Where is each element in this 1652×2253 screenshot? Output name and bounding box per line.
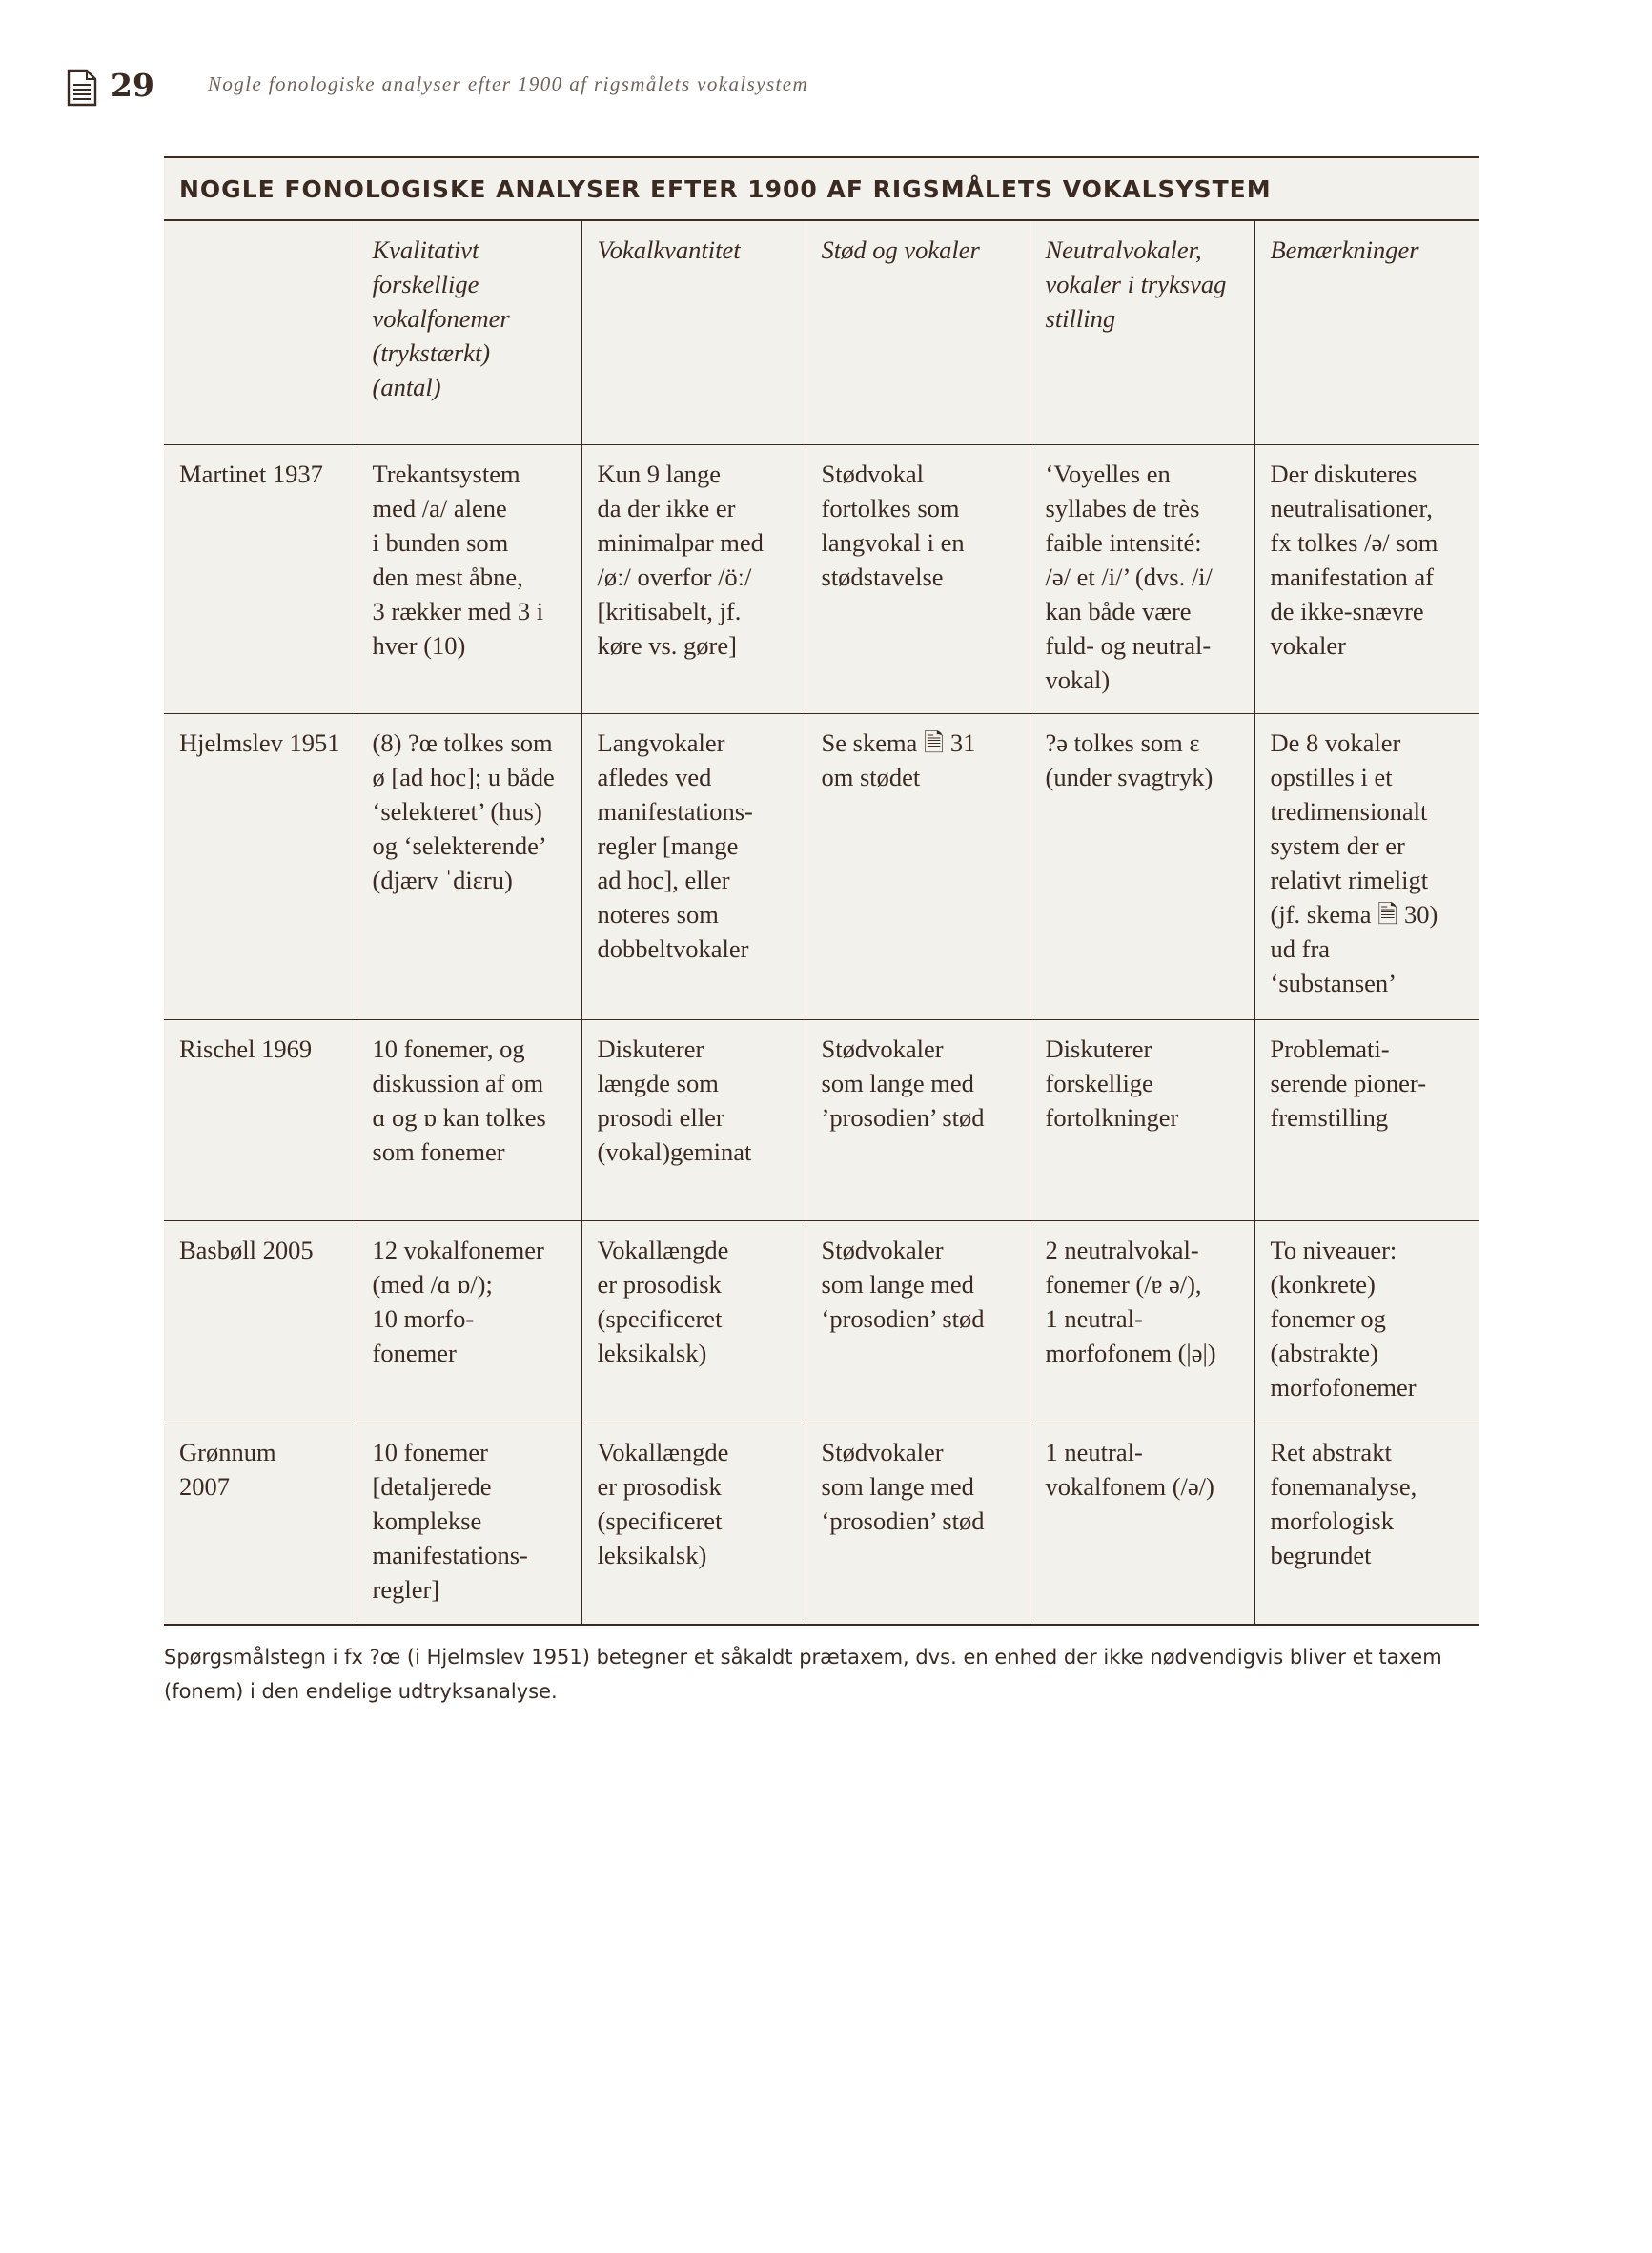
cell-text-line: [kritisabelt, jf. — [597, 596, 742, 625]
cell-text-line: ɑ og ɒ kan tolkes — [372, 1102, 546, 1132]
cell-text-line: fonemer — [372, 1338, 457, 1367]
page-number: 29 — [111, 67, 154, 104]
cell-text-line: ‘Voyelles en — [1045, 459, 1171, 488]
cell-text-line: system der er — [1270, 830, 1405, 860]
column-header-author — [164, 221, 357, 444]
header-text-line: stilling — [1045, 304, 1116, 333]
cell-text-line: opstilles i et — [1270, 762, 1393, 791]
cell-text-line: tredimensionalt — [1270, 796, 1428, 826]
header-text-line: vokaler i tryksvag — [1045, 270, 1227, 298]
cell-text-line: fortolkes som — [821, 493, 960, 522]
cell-text-line: ‘substansen’ — [1270, 968, 1397, 997]
cell-text-line: morfofonemer — [1270, 1372, 1417, 1402]
cell-text-line: fx tolkes /ə/ som — [1270, 527, 1438, 557]
footnote-line: (fonem) i den endelige udtryksanalyse. — [164, 1680, 558, 1703]
cell-text-line: manifestations- — [597, 796, 753, 826]
cell-text-line: morfofonem (|ə|) — [1045, 1338, 1216, 1367]
cell-text-line: leksikalsk) — [597, 1540, 707, 1569]
cell-text-line: serende pioner- — [1270, 1068, 1427, 1097]
table-cell — [357, 1423, 581, 1625]
table-title: NOGLE FONOLOGISKE ANALYSER EFTER 1900 AF RIGSMÅLETS VOKALSYSTEM — [179, 174, 1272, 203]
header-text-line: Stød og vokaler — [821, 236, 980, 264]
cell-text-line: 3 rækker med 3 i — [372, 596, 544, 625]
table-cell — [581, 1019, 806, 1220]
table-row — [164, 1423, 1479, 1625]
cell-text-line: manifestations- — [372, 1540, 528, 1569]
cell-text-line: noteres som — [597, 899, 719, 929]
row-author-cell — [164, 713, 357, 1019]
table-cell — [1254, 1423, 1479, 1625]
vowel-analysis-table — [164, 221, 1479, 1626]
footnote — [164, 1640, 1499, 1709]
header-text-line: Bemærkninger — [1270, 236, 1419, 264]
cell-text-line: Vokallængde — [597, 1437, 729, 1466]
cell-text-line: neutralisationer, — [1270, 493, 1433, 522]
table-cell — [1030, 1220, 1254, 1423]
cell-text-line: (specificeret — [597, 1505, 723, 1535]
column-header-quantity — [581, 221, 806, 444]
cell-text-line: vokal) — [1045, 665, 1111, 694]
cell-text-line: syllabes de très — [1045, 493, 1200, 522]
table-body — [164, 444, 1479, 1625]
cell-text-line: som lange med — [821, 1471, 974, 1501]
cell-text-line: prosodi eller — [597, 1102, 724, 1132]
header-text-line: forskellige — [372, 270, 479, 298]
cell-text-line: er prosodisk — [597, 1471, 722, 1501]
cell-text-line: langvokal i en — [821, 527, 965, 557]
table-cell — [357, 1019, 581, 1220]
cell-text-line: (jf. skema 🗎 30) — [1270, 899, 1438, 929]
table-cell — [1254, 1220, 1479, 1423]
row-author-cell — [164, 1019, 357, 1220]
table-cell — [1030, 1019, 1254, 1220]
cell-text-line: 10 fonemer, og — [372, 1034, 525, 1063]
cell-text-line: Rischel 1969 — [179, 1034, 313, 1063]
column-header-neutral — [1030, 221, 1254, 444]
cell-text-line: i bunden som — [372, 527, 509, 557]
cell-text-line: 2 neutralvokal- — [1045, 1235, 1199, 1264]
table-cell — [806, 1220, 1030, 1423]
cell-text-line: ?ə tolkes som ɛ — [1045, 727, 1200, 757]
cell-text-line: ’prosodien’ stød — [821, 1102, 985, 1132]
table-cell — [581, 444, 806, 713]
cell-text-line: ad hoc], eller — [597, 865, 730, 894]
cell-text-line: diskussion af om — [372, 1068, 544, 1097]
cell-text-line: (abstrakte) — [1270, 1338, 1378, 1367]
cell-text-line: afledes ved — [597, 762, 712, 791]
cell-text-line: To niveauer: — [1270, 1235, 1397, 1264]
cell-text-line: hver (10) — [372, 630, 466, 660]
cell-text-line: (specificeret — [597, 1303, 723, 1333]
cell-text-line: Basbøll 2005 — [179, 1235, 314, 1264]
running-title: Nogle fonologiske analyser efter 1900 af rigsmålets vokalsystem — [208, 72, 809, 95]
cell-text-line: 2007 — [179, 1471, 230, 1501]
cell-text-line: 1 neutral- — [1045, 1303, 1143, 1333]
cell-text-line: (konkrete) — [1270, 1269, 1376, 1299]
cell-text-line: den mest åbne, — [372, 562, 523, 591]
cell-text-line: faible intensité: — [1045, 527, 1202, 557]
table-cell — [1030, 713, 1254, 1019]
cell-text-line: Martinet 1937 — [179, 459, 323, 488]
cell-text-line: Stødvokal — [821, 459, 924, 488]
cell-text-line: vokaler — [1270, 630, 1346, 660]
table-cell — [581, 1423, 806, 1625]
cell-text-line: da der ikke er — [597, 493, 736, 522]
page-header — [67, 65, 1401, 113]
header-text-line: vokalfonemer — [372, 304, 510, 333]
cell-text-line: forskellige — [1045, 1068, 1153, 1097]
cell-text-line: ‘prosodien’ stød — [821, 1303, 985, 1333]
cell-text-line: Der diskuteres — [1270, 459, 1417, 488]
cell-text-line: (med /ɑ ɒ/); — [372, 1269, 493, 1299]
table-cell — [581, 1220, 806, 1423]
cell-text-line: Grønnum — [179, 1437, 276, 1466]
table-cell — [357, 444, 581, 713]
cell-text-line: længde som — [597, 1068, 719, 1097]
cell-text-line: De 8 vokaler — [1270, 727, 1401, 757]
cell-text-line: (vokal)geminat — [597, 1137, 752, 1166]
cell-text-line: ‘prosodien’ stød — [821, 1505, 985, 1535]
cell-text-line: stødstavelse — [821, 562, 944, 591]
table-cell — [1254, 1019, 1479, 1220]
cell-text-line: fonemer (/ɐ ə/), — [1045, 1269, 1202, 1299]
cell-text-line: fortolkninger — [1045, 1102, 1179, 1132]
cell-text-line: Problemati- — [1270, 1034, 1390, 1063]
cell-text-line: /ə/ et /i/’ (dvs. /i/ — [1045, 562, 1213, 591]
cell-text-line: komplekse — [372, 1505, 482, 1535]
cell-text-line: Trekantsystem — [372, 459, 520, 488]
column-header-remarks — [1254, 221, 1479, 444]
table-cell — [1254, 713, 1479, 1019]
cell-text-line: og ‘selekterende’ — [372, 830, 547, 860]
cell-text-line: dobbeltvokaler — [597, 933, 749, 963]
cell-text-line: som fonemer — [372, 1137, 505, 1166]
row-author-cell — [164, 1423, 357, 1625]
header-text-line: (trykstærkt) — [372, 338, 491, 367]
cell-text-line: ‘selekteret’ (hus) — [372, 796, 542, 826]
cell-text-line: Ret abstrakt — [1270, 1437, 1392, 1466]
cell-text-line: Stødvokaler — [821, 1235, 944, 1264]
cell-text-line: [detaljerede — [372, 1471, 492, 1501]
cell-text-line: fuld- og neutral- — [1045, 630, 1212, 660]
column-header-stod — [806, 221, 1030, 444]
table-cell — [1254, 444, 1479, 713]
table-cell — [581, 713, 806, 1019]
cell-text-line: 12 vokalfonemer — [372, 1235, 544, 1264]
cell-text-line: relativt rimeligt — [1270, 865, 1429, 894]
header-text-line: Vokalkvantitet — [597, 236, 741, 264]
table-cell — [806, 1019, 1030, 1220]
cell-text-line: Se skema 🗎 31 — [821, 727, 976, 757]
table-title-bar — [164, 156, 1479, 221]
cell-text-line: morfologisk — [1270, 1505, 1395, 1535]
cell-text-line: ø [ad hoc]; u både — [372, 762, 555, 791]
row-author-cell — [164, 444, 357, 713]
cell-text-line: Diskuterer — [597, 1034, 704, 1063]
header-text-line: (antal) — [372, 373, 441, 401]
cell-text-line: 1 neutral- — [1045, 1437, 1143, 1466]
cell-text-line: (under svagtryk) — [1045, 762, 1214, 791]
footnote-line: Spørgsmålstegn i fx ?œ (i Hjelmslev 1951) betegner et såkaldt prætaxem, dvs. en enhed der ikke nødvendigvis bliver et taxem — [164, 1646, 1442, 1669]
cell-text-line: manifestation af — [1270, 562, 1434, 591]
table-row — [164, 713, 1479, 1019]
cell-text-line: fonemanalyse, — [1270, 1471, 1417, 1501]
cell-text-line: som lange med — [821, 1269, 974, 1299]
cell-text-line: kan både være — [1045, 596, 1192, 625]
cell-text-line: regler] — [372, 1574, 440, 1604]
cell-text-line: om stødet — [821, 762, 921, 791]
cell-text-line: ud fra — [1270, 933, 1331, 963]
table-cell — [1030, 444, 1254, 713]
cell-text-line: Hjelmslev 1951 — [179, 727, 340, 757]
cell-text-line: fonemer og — [1270, 1303, 1386, 1333]
table-row — [164, 1019, 1479, 1220]
cell-text-line: fremstilling — [1270, 1102, 1389, 1132]
cell-text-line: /øː/ overfor /öː/ — [597, 562, 752, 591]
cell-text-line: med /a/ alene — [372, 493, 507, 522]
table-cell — [1030, 1423, 1254, 1625]
cell-text-line: leksikalsk) — [597, 1338, 707, 1367]
table-cell — [357, 713, 581, 1019]
table-cell — [806, 444, 1030, 713]
table-cell — [806, 1423, 1030, 1625]
table-header-row — [164, 221, 1479, 444]
cell-text-line: begrundet — [1270, 1540, 1372, 1569]
cell-text-line: som lange med — [821, 1068, 974, 1097]
cell-text-line: er prosodisk — [597, 1269, 722, 1299]
header-text-line: Neutralvokaler, — [1045, 236, 1202, 264]
cell-text-line: Diskuterer — [1045, 1034, 1152, 1063]
cell-text-line: regler [mange — [597, 830, 739, 860]
cell-text-line: Vokallængde — [597, 1235, 729, 1264]
column-header-quality — [357, 221, 581, 444]
cell-text-line: køre vs. gøre] — [597, 630, 737, 660]
cell-text-line: vokalfonem (/ə/) — [1045, 1471, 1214, 1501]
header-text-line: Kvalitativt — [372, 236, 479, 264]
cell-text-line: (8) ?œ tolkes som — [372, 727, 553, 757]
cell-text-line: 10 morfo- — [372, 1303, 475, 1333]
analysis-table — [164, 156, 1479, 1626]
cell-text-line: Kun 9 lange — [597, 459, 722, 488]
cell-text-line: Stødvokaler — [821, 1034, 944, 1063]
cell-text-line: (djærv ˈdiɛru) — [372, 865, 513, 894]
table-cell — [806, 713, 1030, 1019]
cell-text-line: minimalpar med — [597, 527, 764, 557]
cell-text-line: Stødvokaler — [821, 1437, 944, 1466]
cell-text-line: Langvokaler — [597, 727, 725, 757]
document-icon — [67, 69, 97, 107]
table-row — [164, 1220, 1479, 1423]
row-author-cell — [164, 1220, 357, 1423]
table-cell — [357, 1220, 581, 1423]
cell-text-line: de ikke-snævre — [1270, 596, 1424, 625]
cell-text-line: 10 fonemer — [372, 1437, 488, 1466]
table-row — [164, 444, 1479, 713]
